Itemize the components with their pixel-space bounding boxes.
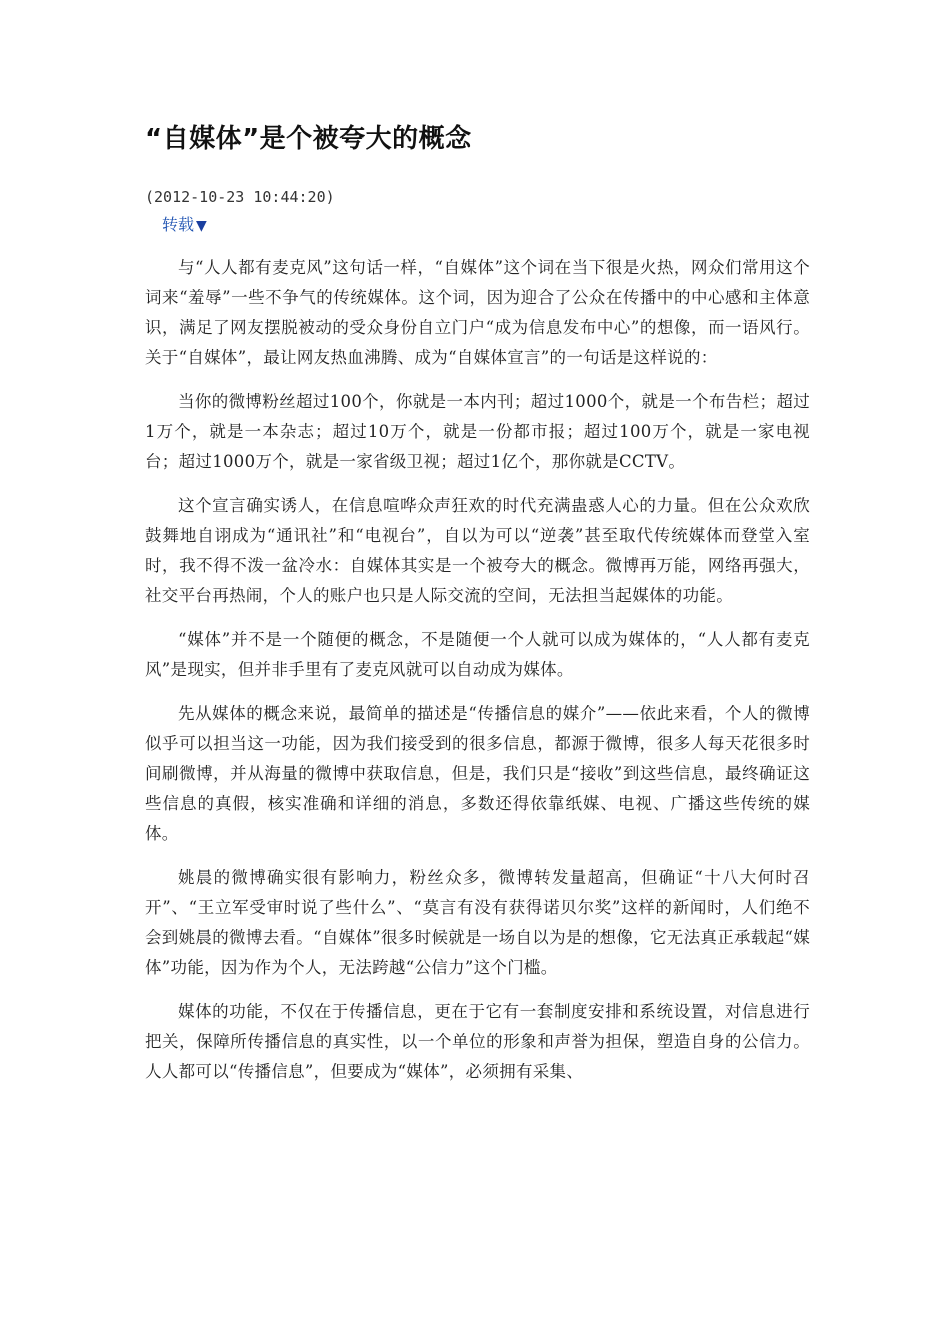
- repost-label: 转载: [162, 215, 195, 234]
- paragraph: “媒体”并不是一个随便的概念，不是随便一个人就可以成为媒体的，“人人都有麦克风”是现实，但并非手里有了麦克风就可以自动成为媒体。: [145, 630, 810, 679]
- repost-button[interactable]: [162, 212, 207, 235]
- article-title: “自媒体”是个被夸大的概念: [145, 124, 472, 154]
- post-timestamp: (2012-10-23 10:44:20): [145, 188, 335, 206]
- paragraph: 姚晨的微博确实很有影响力，粉丝众多，微博转发量超高，但确证“十八大何时召开”、“王立军受审时说了些什么”、“莫言有没有获得诺贝尔奖”这样的新闻时，人们绝不会到姚晨的微博去看。“自媒体”很多时候就是一场自以为是的想像，它无法真正承载起“媒体”功能，因为作为个人，无法跨越“公信力”这个门槛。: [145, 868, 810, 977]
- paragraph: 与“人人都有麦克风”这句话一样，“自媒体”这个词在当下很是火热，网众们常用这个词来“羞辱”一些不争气的传统媒体。这个词，因为迎合了公众在传播中的中心感和主体意识，满足了网友摆脱被动的受众身份自立门户“成为信息发布中心”的想像，而一语风行。关于“自媒体”，最让网友热血沸腾、成为“自媒体宣言”的一句话是这样说的：: [145, 258, 810, 367]
- triangle-down-icon: ▼: [196, 218, 207, 234]
- article-body: [145, 253, 810, 1101]
- paragraph: 先从媒体的概念来说，最简单的描述是“传播信息的媒介”——依此来看，个人的微博似乎可以担当这一功能，因为我们接受到的很多信息，都源于微博，很多人每天花很多时间刷微博，并从海量的微博中获取信息，但是，我们只是“接收”到这些信息，最终确证这些信息的真假，核实准确和详细的消息，多数还得依靠纸媒、电视、广播这些传统的媒体。: [145, 704, 810, 843]
- paragraph: 这个宣言确实诱人，在信息喧哗众声狂欢的时代充满蛊惑人心的力量。但在公众欢欣鼓舞地自诩成为“通讯社”和“电视台”，自以为可以“逆袭”甚至取代传统媒体而登堂入室时，我不得不泼一盆冷水：自媒体其实是一个被夸大的概念。微博再万能，网络再强大，社交平台再热闹，个人的账户也只是人际交流的空间，无法担当起媒体的功能。: [145, 496, 810, 605]
- paragraph: 媒体的功能，不仅在于传播信息，更在于它有一套制度安排和系统设置，对信息进行把关，保障所传播信息的真实性，以一个单位的形象和声誉为担保，塑造自身的公信力。人人都可以“传播信息”，但要成为“媒体”，必须拥有采集、: [145, 1002, 810, 1081]
- paragraph: 当你的微博粉丝超过100个，你就是一本内刊；超过1000个，就是一个布告栏；超过1万个，就是一本杂志；超过10万个，就是一份都市报；超过100万个，就是一家电视台；超过1000万个，就是一家省级卫视；超过1亿个，那你就是CCTV。: [145, 392, 810, 471]
